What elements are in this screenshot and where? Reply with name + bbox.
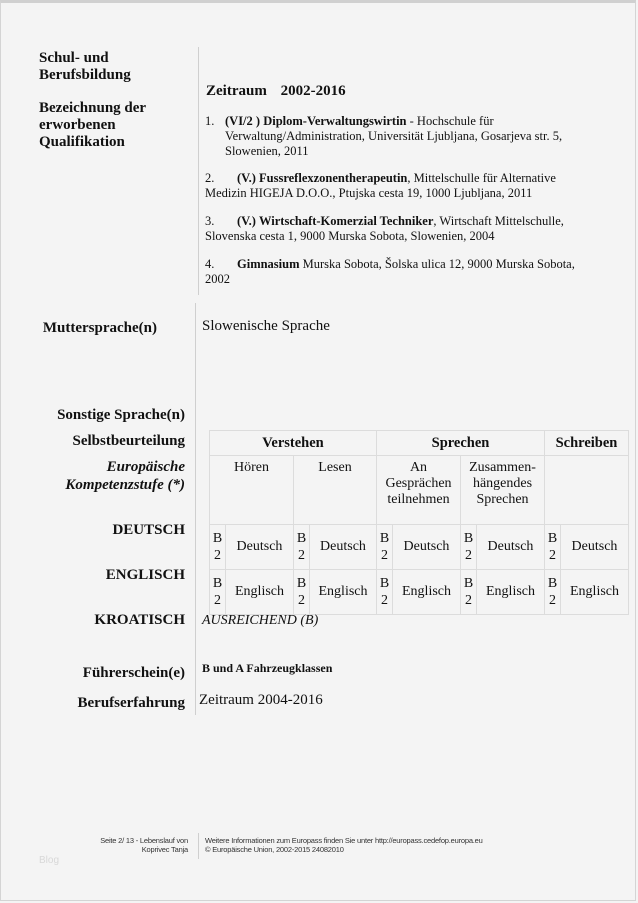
work-experience-value: Zeitraum 2004-2016 (199, 692, 323, 708)
value-cell: Deutsch (310, 525, 377, 570)
footer-divider (198, 833, 199, 859)
driving-license-value: B und A Fahrzeugklassen (202, 661, 333, 675)
header-speak: Sprechen (377, 431, 545, 456)
subheader-interact: An Gesprächen teilnehmen (377, 456, 461, 525)
qualification-label: Bezeichnung der erworbenen Qualifikation (39, 100, 147, 150)
qualification-item-4: 4. Gimnasium Murska Sobota, Šolska ulica 12, 9000 Murska Sobota, 2002 (205, 257, 575, 286)
value-cell: Englisch (477, 570, 545, 615)
watermark-text: Blog (39, 855, 60, 866)
value-cell: Deutsch (477, 525, 545, 570)
qualification-item-2: 2. (V.) Fussreflexzonentherapeutin, Mittelschulle für Alternative Medizin HIGEJA D.O.O., Ptujska cesta 19, 1000 Ljubljana, 2011 (205, 171, 556, 200)
language-deutsch-label: DEUTSCH (112, 522, 185, 538)
footer-page-info: Seite 2/ 13 - Lebenslauf von Koprivec Tanja (100, 836, 188, 854)
value-cell: Englisch (226, 570, 294, 615)
language-kroatisch-label: KROATISCH (94, 612, 185, 628)
subheader-listen: Hören (210, 456, 294, 525)
qualification-item-3: 3. (V.) Wirtschaft-Komerzial Techniker, Wirtschaft Mittelschulle, Slovenska cesta 1, 9000 Murska Sobota, Slowenien, 2004 (205, 214, 564, 243)
value-cell: Deutsch (226, 525, 294, 570)
level-cell: B 2 (461, 570, 477, 615)
level-cell: B 2 (377, 525, 393, 570)
level-cell: B 2 (377, 570, 393, 615)
mother-tongue-label: Muttersprache(n) (42, 320, 157, 336)
subheader-read: Lesen (294, 456, 377, 525)
footer-europass-info: Weitere Informationen zum Europass finden Sie unter http://europass.cedefop.europa.eu © Europäische Union, 2002-2015 24082010 (205, 836, 483, 854)
value-cell: Deutsch (393, 525, 461, 570)
european-level-label: Europäische Kompetenzstufe (*) (65, 459, 185, 493)
header-write: Schreiben (545, 431, 629, 456)
education-section-label: Schul- und Berufsbildung (39, 50, 131, 83)
subheader-produce: Zusammen- hängendes Sprechen (461, 456, 545, 525)
value-cell: Englisch (561, 570, 629, 615)
level-cell: B 2 (461, 525, 477, 570)
level-cell: B 2 (545, 570, 561, 615)
level-cell: B 2 (210, 570, 226, 615)
column-divider-bottom (195, 303, 196, 715)
work-experience-label: Berufserfahrung (77, 695, 185, 711)
table-row-englisch (210, 570, 629, 615)
value-cell: Englisch (393, 570, 461, 615)
level-cell: B 2 (294, 570, 310, 615)
education-period: Zeitraum 2002-2016 (206, 83, 346, 99)
level-cell: B 2 (294, 525, 310, 570)
self-assessment-label: Selbstbeurteilung (72, 433, 185, 449)
language-kroatisch-value: AUSREICHEND (B) (202, 613, 319, 628)
header-understand: Verstehen (210, 431, 377, 456)
value-cell: Englisch (310, 570, 377, 615)
level-cell: B 2 (545, 525, 561, 570)
language-skills-table (209, 430, 629, 615)
qualification-item-1: 1. (VI/2 ) Diplom-Verwaltungswirtin - Hochschule für Verwaltung/Administration, Universität Ljubljana, Gosarjeva str. 5, Slowenien, 2011 (205, 114, 563, 158)
language-englisch-label: ENGLISCH (105, 567, 185, 583)
subheader-write (545, 456, 629, 525)
column-divider-top (198, 47, 199, 295)
mother-tongue-value: Slowenische Sprache (202, 318, 330, 334)
other-languages-label: Sonstige Sprache(n) (57, 407, 185, 423)
level-cell: B 2 (210, 525, 226, 570)
table-row-deutsch (210, 525, 629, 570)
value-cell: Deutsch (561, 525, 629, 570)
driving-license-label: Führerschein(e) (82, 665, 185, 681)
